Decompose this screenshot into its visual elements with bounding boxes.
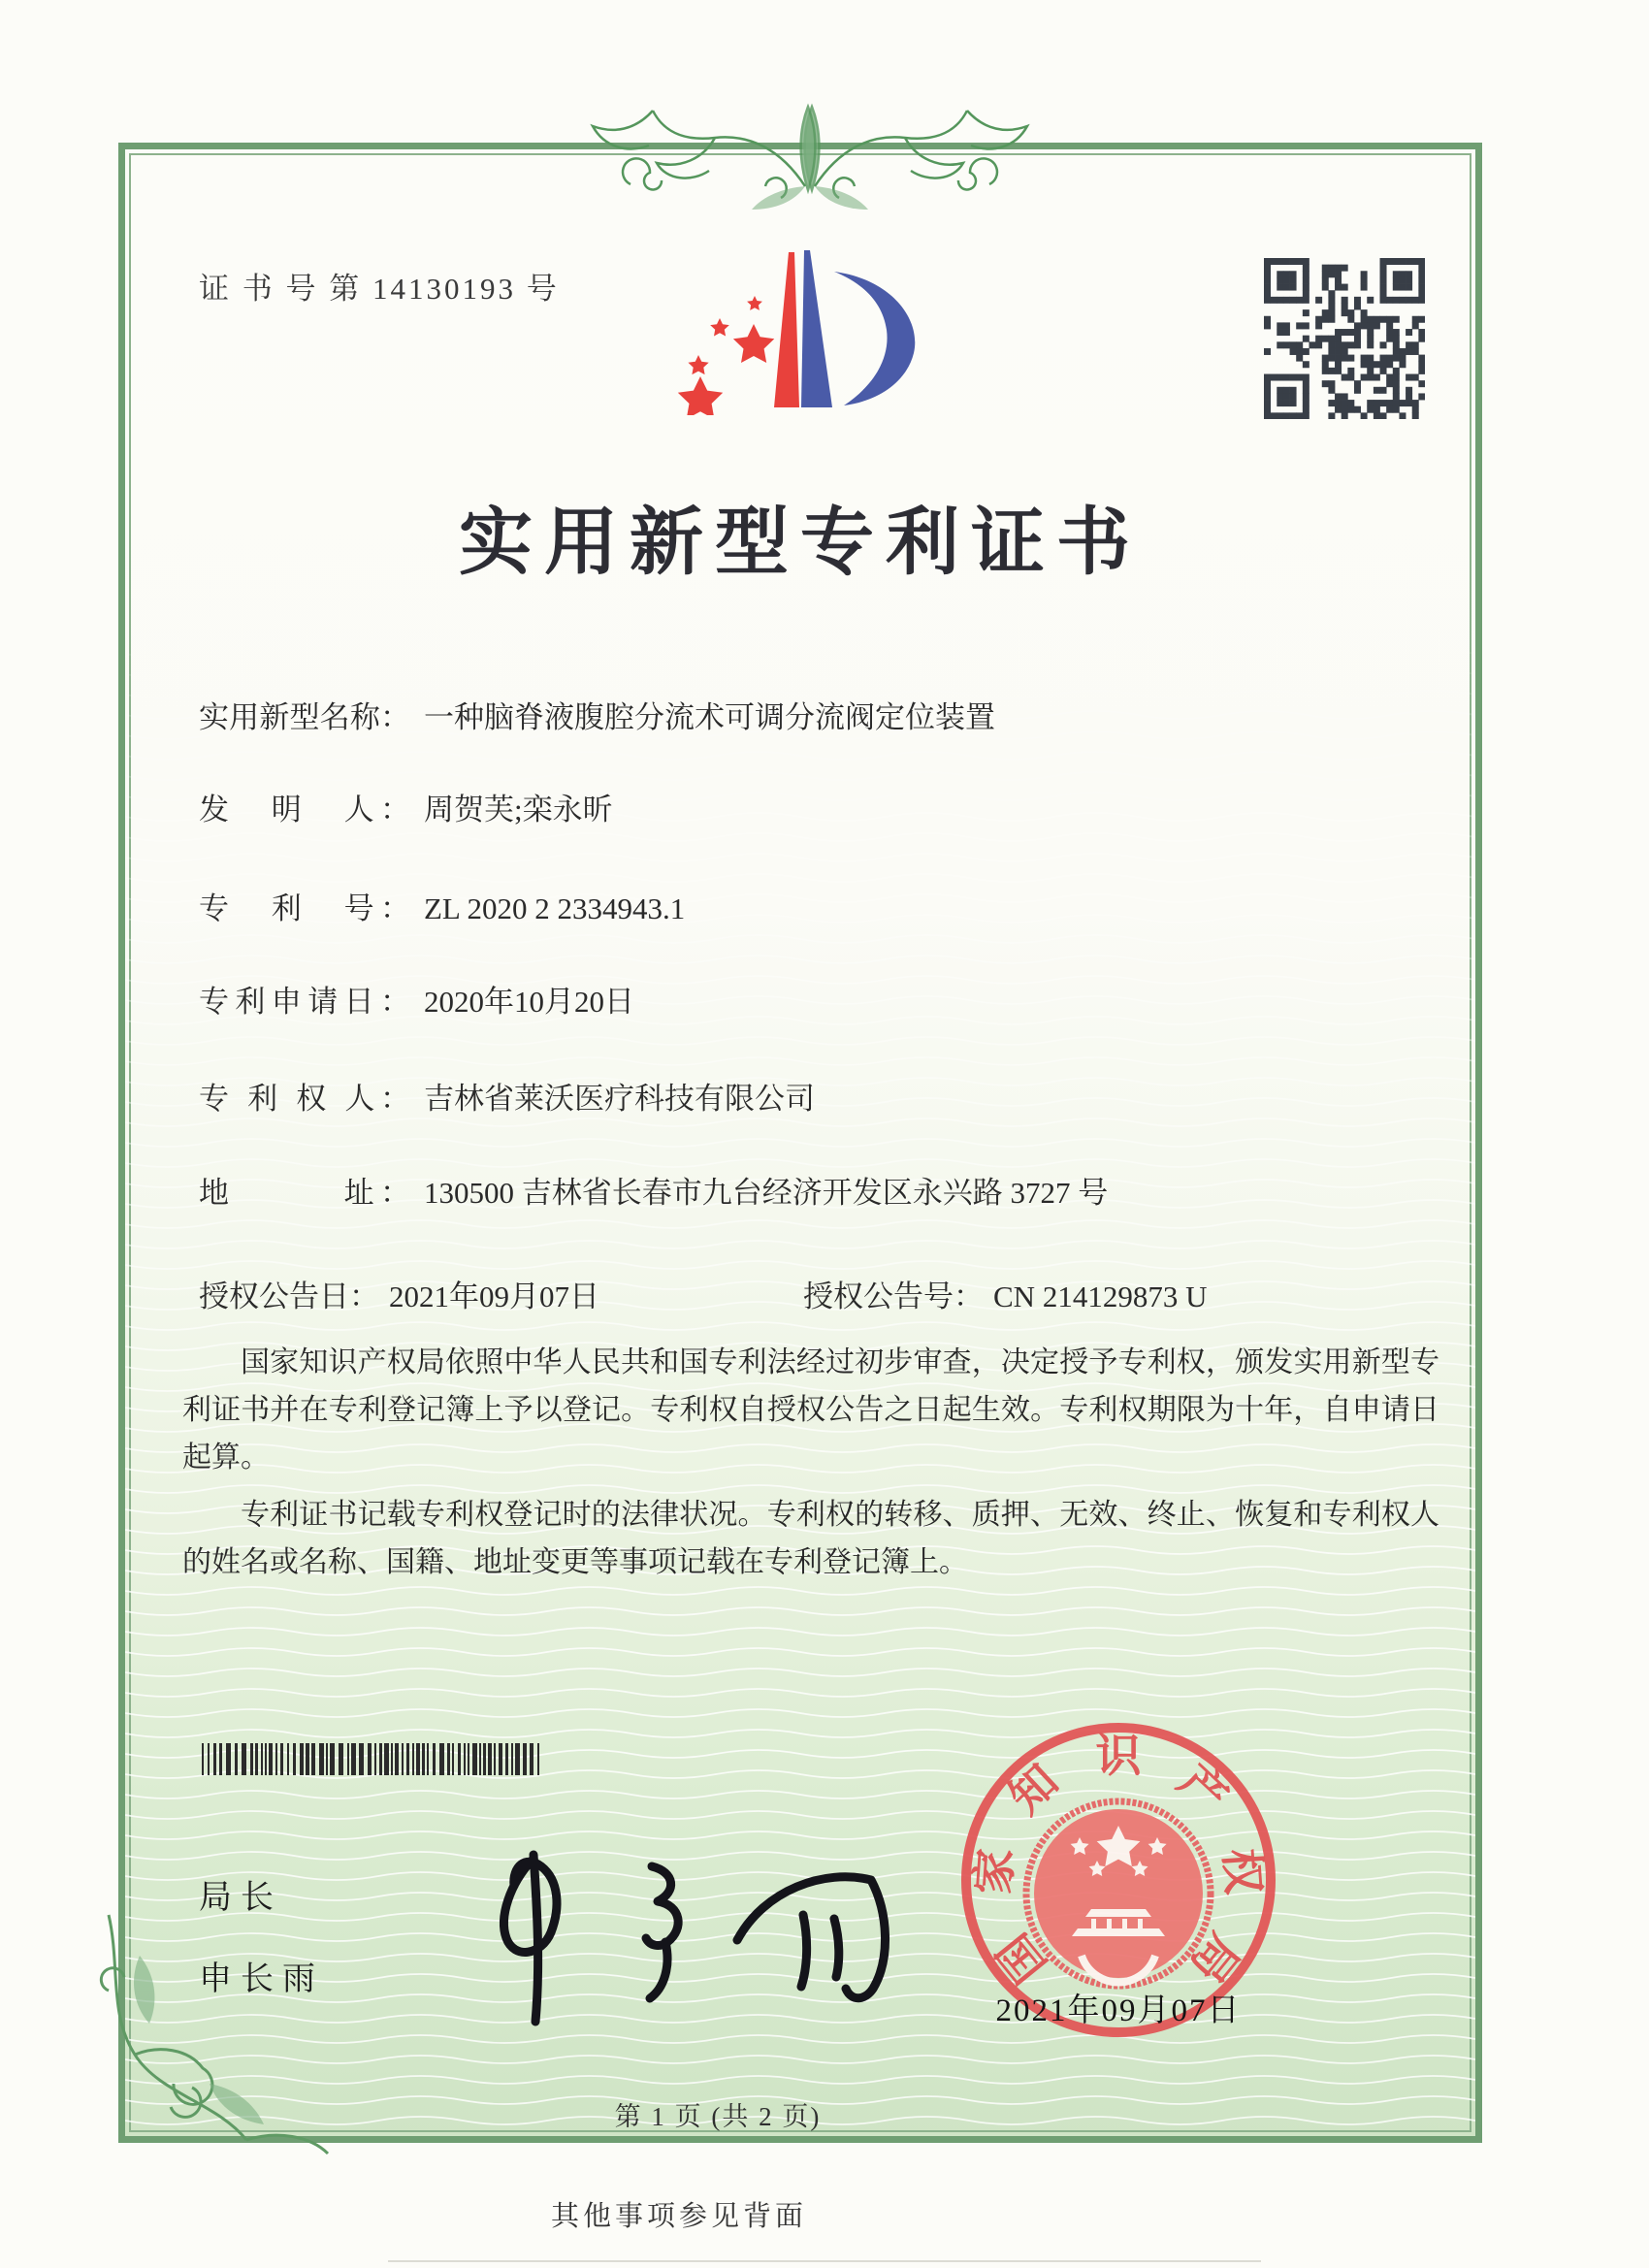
grant-number-value: CN 214129873 U [993,1280,1208,1313]
certificate-number: 证 书 号 第 14130193 号 [199,272,560,306]
field-filing-date [199,981,1431,1023]
field-patentee [199,1078,1431,1120]
back-note: 其他事项参见背面 [550,2201,807,2232]
seal-char: 局 [1180,1924,1248,1992]
field-value: 130500 吉林省长春市九台经济开发区永兴路 3727 号 [424,1176,1109,1210]
field-label: 专利申请日： [199,985,410,1019]
field-label: 专 利 权 人： [199,1082,410,1116]
scan-edge-line [388,2260,1261,2262]
qr-code [1264,258,1425,419]
seal-char: 知 [1000,1756,1069,1825]
signature [417,1822,922,2045]
field-value: 吉林省莱沃医疗科技有限公司 [424,1082,815,1116]
field-value: 2020年10月20日 [424,985,634,1019]
field-value: 周贺芙;栾永昕 [424,793,613,826]
certificate-title: 实用新型专利证书 [459,502,1142,584]
seal-date: 2021年09月07日 [995,1993,1242,2028]
seal-char: 产 [1168,1756,1237,1825]
logo-blue-bowl [834,272,915,405]
field-inventor [199,789,1431,831]
grant-date-value: 2021年09月07日 [389,1280,599,1313]
field-address [199,1172,1431,1215]
legal-paragraph-1: 国家知识产权局依照中华人民共和国专利法经过初步审查，决定授予专利权，颁发实用新型专利证书并在专利登记簿上予以登记。专利权自授权公告之日起生效。专利权期限为十年，自申请日起算。 [182,1346,1439,1474]
field-label: 专 利 号： [199,891,410,925]
seal-char: 国 [988,1924,1057,1992]
officer-title: 局长 [199,1880,282,1916]
grant-date-label: 授权公告日： [199,1280,379,1313]
page-footer: 第 1 页 (共 2 页) [614,2102,822,2131]
legal-paragraphs [182,1339,1439,1586]
legal-paragraph-2: 专利证书记载专利权登记时的法律状况。专利权的转移、质押、无效、终止、恢复和专利权人的姓名或名称、国籍、地址变更等事项记载在专利登记簿上。 [182,1499,1439,1578]
field-label: 实用新型名称： [199,700,410,734]
grant-number-label: 授权公告号： [803,1280,984,1313]
field-value: ZL 2020 2 2334943.1 [424,891,686,925]
cnipa-logo [667,192,929,415]
barcode [202,1743,545,1775]
logo-red-wedge [774,252,799,407]
field-utility-model-name [199,697,1431,739]
grant-date [199,1276,599,1318]
logo-stars [678,296,775,415]
field-patent-number [199,888,1431,930]
seal-char: 家 [968,1846,1022,1896]
national-emblem [1026,1801,1211,1986]
seal-char: 权 [1214,1846,1269,1896]
field-label: 发 明 人： [199,793,410,826]
grant-number [803,1276,1207,1318]
field-value: 一种脑脊液腹腔分流术可调分流阀定位装置 [424,700,995,734]
field-label: 地 址： [199,1176,410,1210]
seal-char: 识 [1095,1732,1142,1782]
logo-blue-wedge [801,250,832,407]
officer-name: 申长雨 [199,1961,324,1997]
